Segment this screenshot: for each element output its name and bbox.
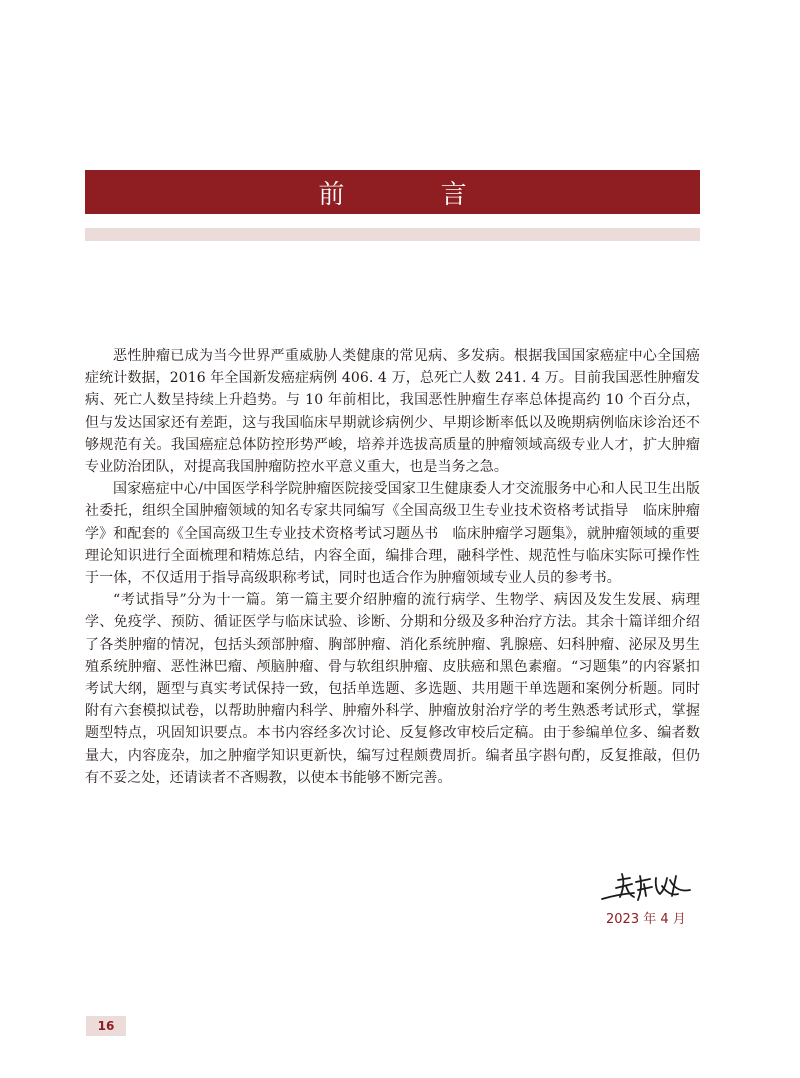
title-banner	[85, 170, 700, 214]
paragraph-3: “考试指导”分为十一篇。第一篇主要介绍肿瘤的流行病学、生物学、病因及发生发展、病理学、免疫学、预防、循证医学与临床试验、诊断、分期和分级及多种治疗方法。其余十篇详细介绍了各类肿瘤的情况，包括头颈部肿瘤、胸部肿瘤、消化系统肿瘤、乳腺癌、妇科肿瘤、泌尿及男生殖系统肿瘤、恶性淋巴瘤、颅脑肿瘤、骨与软组织肿瘤、皮肤癌和黑色素瘤。“习题集”的内容紧扣考试大纲，题型与真实考试保持一致，包括单选题、多选题、共用题干单选题和案例分析题。同时附有六套模拟试卷，以帮助肿瘤内科学、肿瘤外科学、肿瘤放射治疗学的考生熟悉考试形式，掌握题型特点，巩固知识要点。本书内容经多次讨论、反复修改审校后定稿。由于参编单位多、编者数量大，内容庞杂，加之肿瘤学知识更新快，编写过程颇费周折。编者虽字斟句酌，反复推敲，但仍有不妥之处，还请读者不吝赐教，以使本书能够不断完善。	[85, 592, 700, 786]
preface-date: 2023 年 4 月	[606, 912, 686, 927]
page-number-badge	[86, 1016, 126, 1036]
preface-body	[85, 345, 700, 789]
paragraph-2: 国家癌症中心/中国医学科学院肿瘤医院接受国家卫生健康委人才交流服务中心和人民卫生出版社委托，组织全国肿瘤领域的知名专家共同编写《全国高级卫生专业技术资格考试指导 临床肿瘤学》和配套的《全国高级卫生专业技术资格考试习题丛书 临床肿瘤学习题集》，就肿瘤领域的重要理论知识进行全面梳理和精炼总结，内容全面，编排合理，融科学性、规范性与临床实际可操作性于一体，不仅适用于指导高级职称考试，同时也适合作为肿瘤领域专业人员的参考书。	[85, 481, 700, 587]
page-title: 前 言	[318, 179, 511, 210]
page-number: 16	[97, 1019, 115, 1033]
title-underline-bar	[85, 228, 700, 241]
paragraph-1: 恶性肿瘤已成为当今世界严重威胁人类健康的常见病、多发病。根据我国国家癌症中心全国癌症统计数据，2016 年全国新发癌症病例 406. 4 万，总死亡人数 241. 4 万。目前我国恶性肿瘤发病、死亡人数呈持续上升趋势。与 10 年前相比，我国恶性肿瘤生存率总体提高约 10 个百分点，但与发达国家还有差距，这与我国临床早期就诊病例少、早期诊断率低以及晚期病例临床诊治还不够规范有关。我国癌症总体防控形势严峻，培养并选拔高质量的肿瘤领域高级专业人才，扩大肿瘤专业防治团队，对提高我国肿瘤防控水平意义重大，也是当务之急。	[85, 348, 700, 476]
handwritten-signature-icon	[600, 870, 692, 904]
